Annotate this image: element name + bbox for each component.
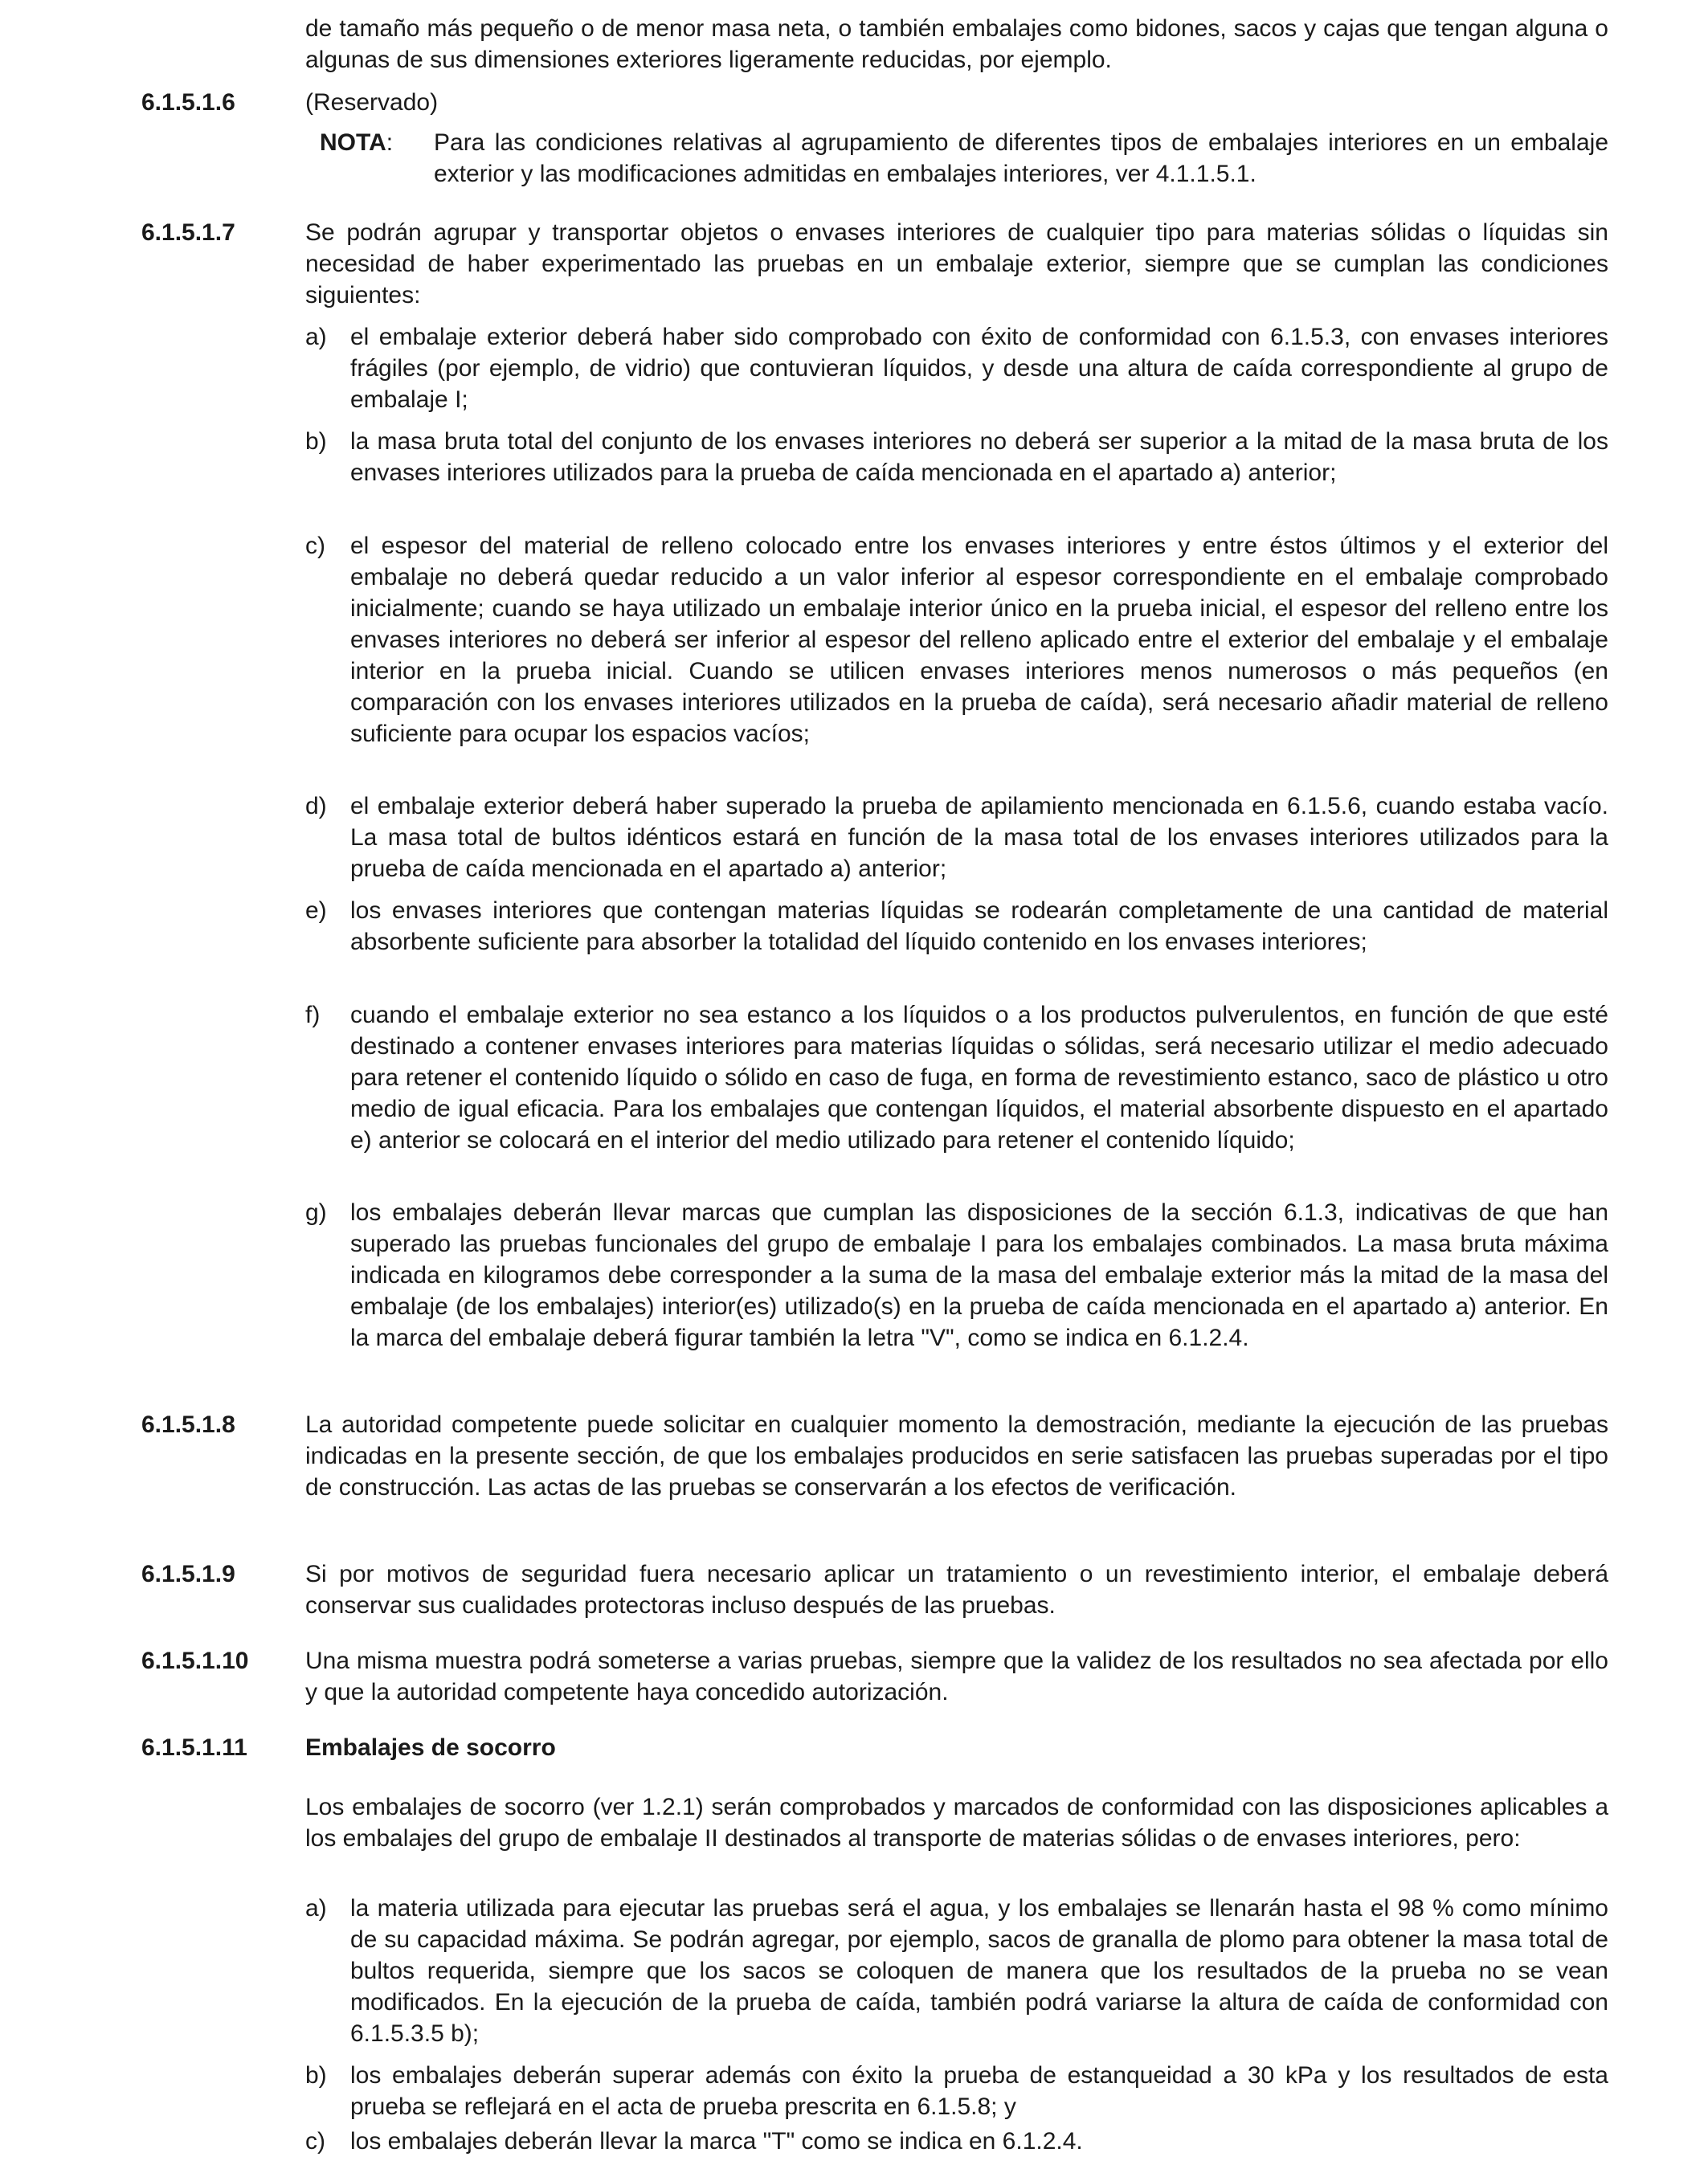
section-number-6: 6.1.5.1.6: [141, 89, 235, 116]
list-item-text: la materia utilizada para ejecutar las pruebas será el agua, y los embalajes se llenarán hasta el 98 % como mínimo de su capacidad máxima. Se podrán agregar, por ejemplo, sacos de granalla de plomo para obtener la masa total de bultos requerida, siempre que los sacos se coloquen de manera que los resultados de la prueba no se vean modificados. En la ejecución de la prueba de caída, también podrá variarse la altura de caída de conformidad con 6.1.5.3.5 b);: [350, 1895, 1608, 2047]
list-item-letter: a): [305, 324, 327, 350]
list-item-letter: c): [305, 2128, 325, 2155]
section-7-text: Se podrán agrupar y transportar objetos o envases interiores de cualquier tipo para materias sólidas o líquidas sin necesidad de haber experimentado las pruebas en un embalaje exterior, siempre que se cumplan las condiciones siguientes:: [305, 219, 1608, 308]
section-number-11: 6.1.5.1.11: [141, 1734, 247, 1761]
list-item-letter: b): [305, 428, 327, 455]
list-item-text: los envases interiores que contengan materias líquidas se rodearán completamente de una cantidad de material absorbente suficiente para absorber la totalidad del líquido contenido en los envases interiores;: [350, 897, 1608, 955]
section-10-text: Una misma muestra podrá someterse a varias pruebas, siempre que la validez de los resultados no sea afectada por ello y que la autoridad competente haya concedido autorización.: [305, 1648, 1608, 1705]
note-label: NOTA:: [320, 129, 394, 156]
section-number-8: 6.1.5.1.8: [141, 1411, 235, 1438]
list-item-text: los embalajes deberán llevar la marca "T" como se indica en 6.1.2.4.: [350, 2128, 1083, 2155]
list-item-text: la masa bruta total del conjunto de los envases interiores no deberá ser superior a la mitad de la masa bruta de los envases interiores utilizados para la prueba de caída mencionada en el apartado a) anterior;: [350, 428, 1608, 486]
section-number-10: 6.1.5.1.10: [141, 1648, 249, 1674]
intro-paragraph: de tamaño más pequeño o de menor masa neta, o también embalajes como bidones, sacos y cajas que tengan alguna o algunas de sus dimensiones exteriores ligeramente reducidas, por ejemplo.: [305, 15, 1608, 73]
list-item-text: el embalaje exterior deberá haber superado la prueba de apilamiento mencionada en 6.1.5.6, cuando estaba vacío. La masa total de bultos idénticos estará en función de la masa total de los envases interiores utilizados para la prueba de caída mencionada en el apartado a) anterior;: [350, 793, 1608, 882]
list-item-letter: a): [305, 1895, 327, 1922]
list-item-text: los embalajes deberán superar además con éxito la prueba de estanqueidad a 30 kPa y los resultados de esta prueba se reflejará en el acta de prueba prescrita en 6.1.5.8; y: [350, 2062, 1608, 2120]
list-item-text: los embalajes deberán llevar marcas que cumplan las disposiciones de la sección 6.1.3, indicativas de que han superado las pruebas funcionales del grupo de embalaje I para los embalajes combinados. La masa bruta máxima indicada en kilogramos debe corresponder a la suma de la masa del embalaje exterior más la mitad de la masa del embalaje (de los embalajes) interior(es) utilizado(s) en la prueba de caída mencionada en el apartado a) anterior. En la marca del embalaje deberá figurar también la letra "V", como se indica en 6.1.2.4.: [350, 1199, 1608, 1351]
list-item-letter: g): [305, 1199, 327, 1226]
note-text: Para las condiciones relativas al agrupamiento de diferentes tipos de embalajes interiores en un embalaje exterior y las modificaciones admitidas en embalajes interiores, ver 4.1.1.5.1.: [434, 129, 1608, 187]
list-item-text: cuando el embalaje exterior no sea estanco a los líquidos o a los productos pulverulentos, en función de que esté destinado a contener envases interiores para materias líquidas o sólidas, será necesario utilizar el medio adecuado para retener el contenido líquido o sólido en caso de fuga, en forma de revestimiento estanco, saco de plástico u otro medio de igual eficacia. Para los embalajes que contengan líquidos, el material absorbente dispuesto en el apartado e) anterior se colocará en el interior del medio utilizado para retener el contenido líquido;: [350, 1002, 1608, 1154]
section-9-text: Si por motivos de seguridad fuera necesario aplicar un tratamiento o un revestimiento interior, el embalaje deberá conservar sus cualidades protectoras incluso después de las pruebas.: [305, 1561, 1608, 1619]
list-item-letter: b): [305, 2062, 327, 2089]
section-8-text: La autoridad competente puede solicitar en cualquier momento la demostración, mediante la ejecución de las pruebas indicadas en la presente sección, de que los embalajes producidos en serie satisfacen las pruebas superadas por el tipo de construcción. Las actas de las pruebas se conservarán a los efectos de verificación.: [305, 1411, 1608, 1501]
section-11-text: Los embalajes de socorro (ver 1.2.1) serán comprobados y marcados de conformidad con las disposiciones aplicables a los embalajes del grupo de embalaje II destinados al transporte de materias sólidas o de envases interiores, pero:: [305, 1794, 1608, 1852]
section-11-heading: Embalajes de socorro: [305, 1734, 556, 1761]
list-item-letter: d): [305, 793, 327, 819]
list-item-text: el espesor del material de relleno colocado entre los envases interiores y entre éstos últimos y el exterior del embalaje no deberá quedar reducido a un valor inferior al espesor correspondiente en el embalaje comprobado inicialmente; cuando se haya utilizado un embalaje interior único en la prueba inicial, el espesor del relleno entre los envases interiores no deberá ser inferior al espesor del relleno aplicado entre el exterior del embalaje y el embalaje interior en la prueba inicial. Cuando se utilicen envases interiores menos numerosos o más pequeños (en comparación con los envases interiores utilizados en la prueba de caída), será necesario añadir material de relleno suficiente para ocupar los espacios vacíos;: [350, 533, 1608, 747]
list-item-letter: f): [305, 1002, 321, 1028]
section-number-9: 6.1.5.1.9: [141, 1561, 235, 1587]
list-item-letter: c): [305, 533, 325, 559]
list-item-text: el embalaje exterior deberá haber sido comprobado con éxito de conformidad con 6.1.5.3, con envases interiores frágiles (por ejemplo, de vidrio) que contuvieran líquidos, y desde una altura de caída correspondiente al grupo de embalaje I;: [350, 324, 1608, 413]
section-number-7: 6.1.5.1.7: [141, 219, 235, 246]
section-6-text: (Reservado): [305, 89, 439, 116]
list-item-letter: e): [305, 897, 327, 924]
